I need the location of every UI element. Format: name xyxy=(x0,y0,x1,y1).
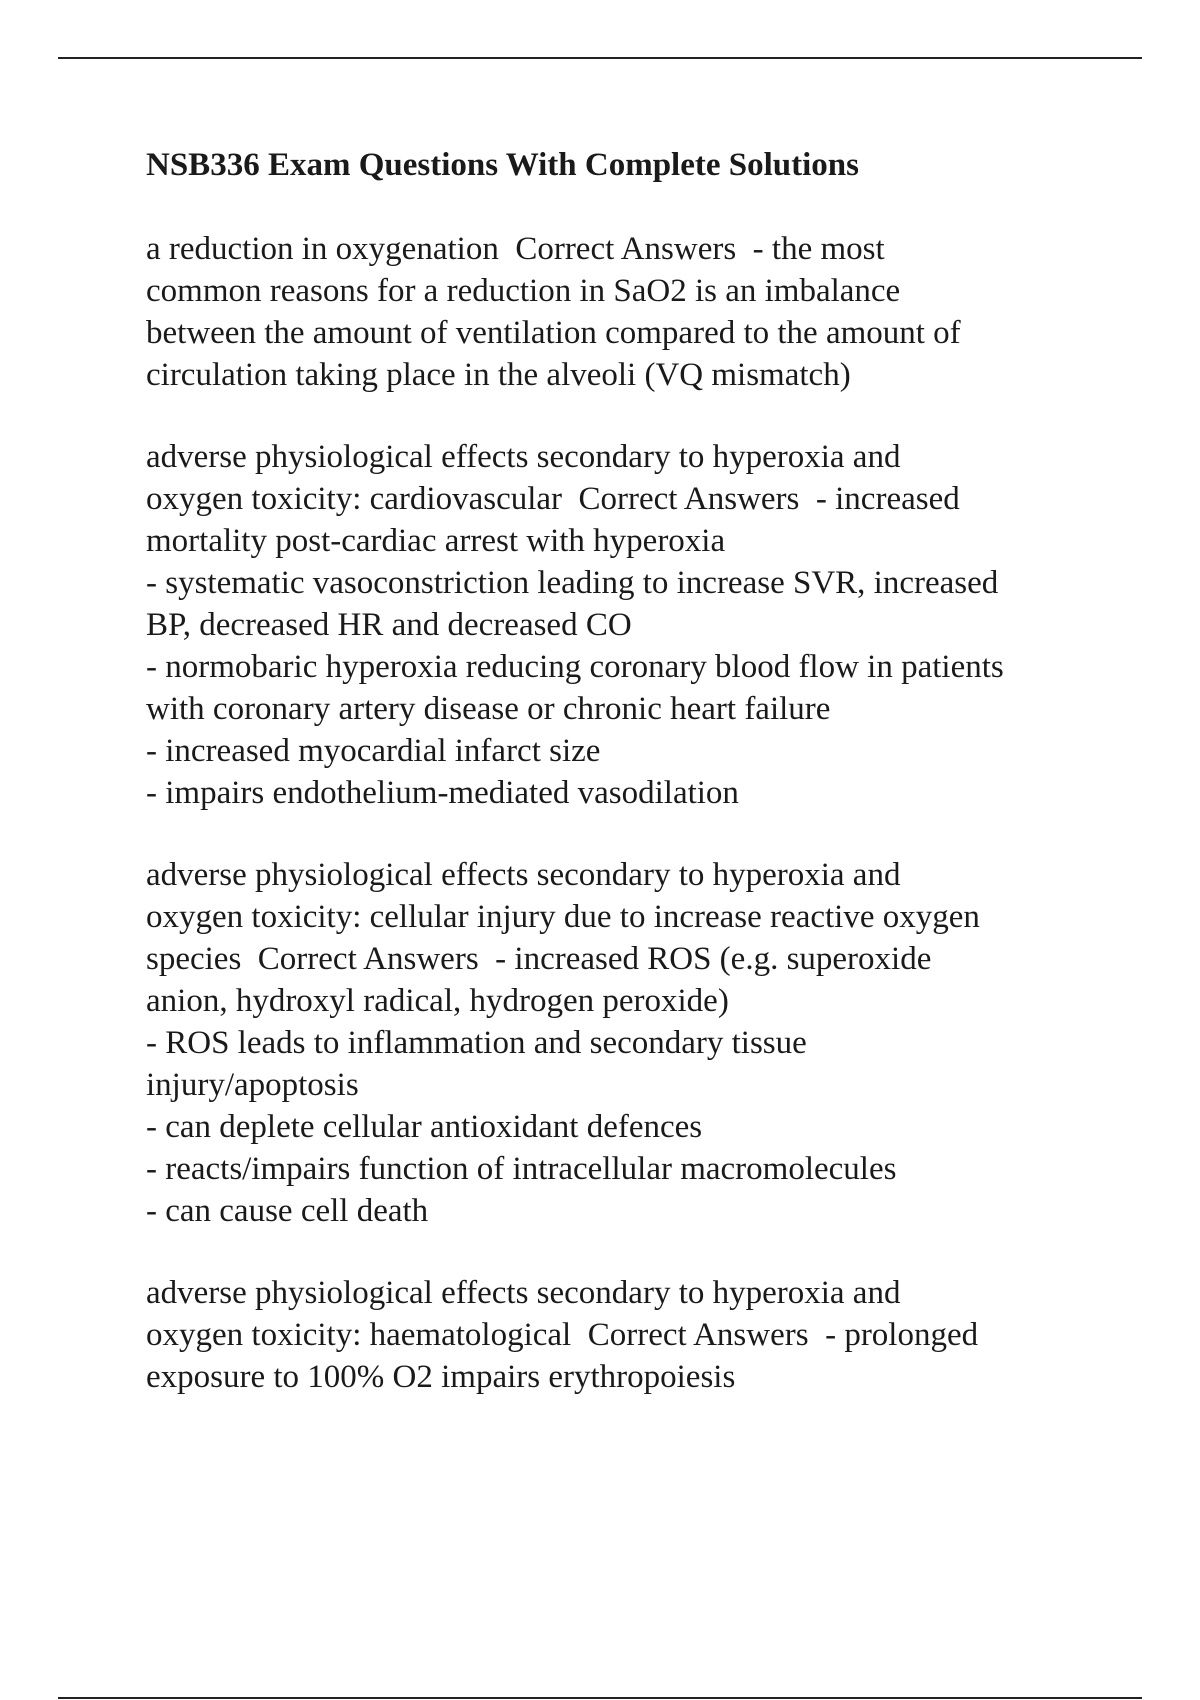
entry-line: between the amount of ventilation compared to the amount of xyxy=(146,315,961,351)
entry-line: - reacts/impairs function of intracellular macromolecules xyxy=(146,1151,897,1187)
top-rule xyxy=(58,57,1142,59)
entry-line: adverse physiological effects secondary to hyperoxia and xyxy=(146,857,901,893)
entry-line: exposure to 100% O2 impairs erythropoiesis xyxy=(146,1359,736,1395)
entry-line: a reduction in oxygenation Correct Answers - the most xyxy=(146,231,885,267)
entry-line: common reasons for a reduction in SaO2 is an imbalance xyxy=(146,273,901,309)
entry-line: oxygen toxicity: cardiovascular Correct Answers - increased xyxy=(146,481,960,517)
entry-line: - ROS leads to inflammation and secondary tissue xyxy=(146,1025,807,1061)
qa-entry-4 xyxy=(146,1272,1146,1398)
entry-line: - normobaric hyperoxia reducing coronary blood flow in patients xyxy=(146,649,1004,685)
entry-line: - can deplete cellular antioxidant defences xyxy=(146,1109,703,1145)
entry-line: - impairs endothelium-mediated vasodilation xyxy=(146,775,739,811)
entry-line: mortality post-cardiac arrest with hyperoxia xyxy=(146,523,726,559)
entry-line: anion, hydroxyl radical, hydrogen peroxide) xyxy=(146,983,729,1019)
entry-line: adverse physiological effects secondary to hyperoxia and xyxy=(146,1275,901,1311)
entry-line: adverse physiological effects secondary to hyperoxia and xyxy=(146,439,901,475)
qa-entry-1 xyxy=(146,228,1146,396)
entry-line: circulation taking place in the alveoli (VQ mismatch) xyxy=(146,357,851,393)
entry-line: injury/apoptosis xyxy=(146,1067,359,1103)
entry-line: BP, decreased HR and decreased CO xyxy=(146,607,632,643)
document-body xyxy=(146,144,1146,1438)
entry-line: - systematic vasoconstriction leading to increase SVR, increased xyxy=(146,565,999,601)
bottom-rule xyxy=(58,1697,1142,1699)
entry-line: oxygen toxicity: cellular injury due to increase reactive oxygen xyxy=(146,899,980,935)
entry-line: - can cause cell death xyxy=(146,1193,429,1229)
entry-line: species Correct Answers - increased ROS (e.g. superoxide xyxy=(146,941,932,977)
entry-line: with coronary artery disease or chronic heart failure xyxy=(146,691,831,727)
qa-entry-3 xyxy=(146,854,1146,1232)
qa-entry-2 xyxy=(146,436,1146,814)
entry-line: oxygen toxicity: haematological Correct Answers - prolonged xyxy=(146,1317,979,1353)
document-title: NSB336 Exam Questions With Complete Solutions xyxy=(146,147,859,183)
entry-line: - increased myocardial infarct size xyxy=(146,733,601,769)
